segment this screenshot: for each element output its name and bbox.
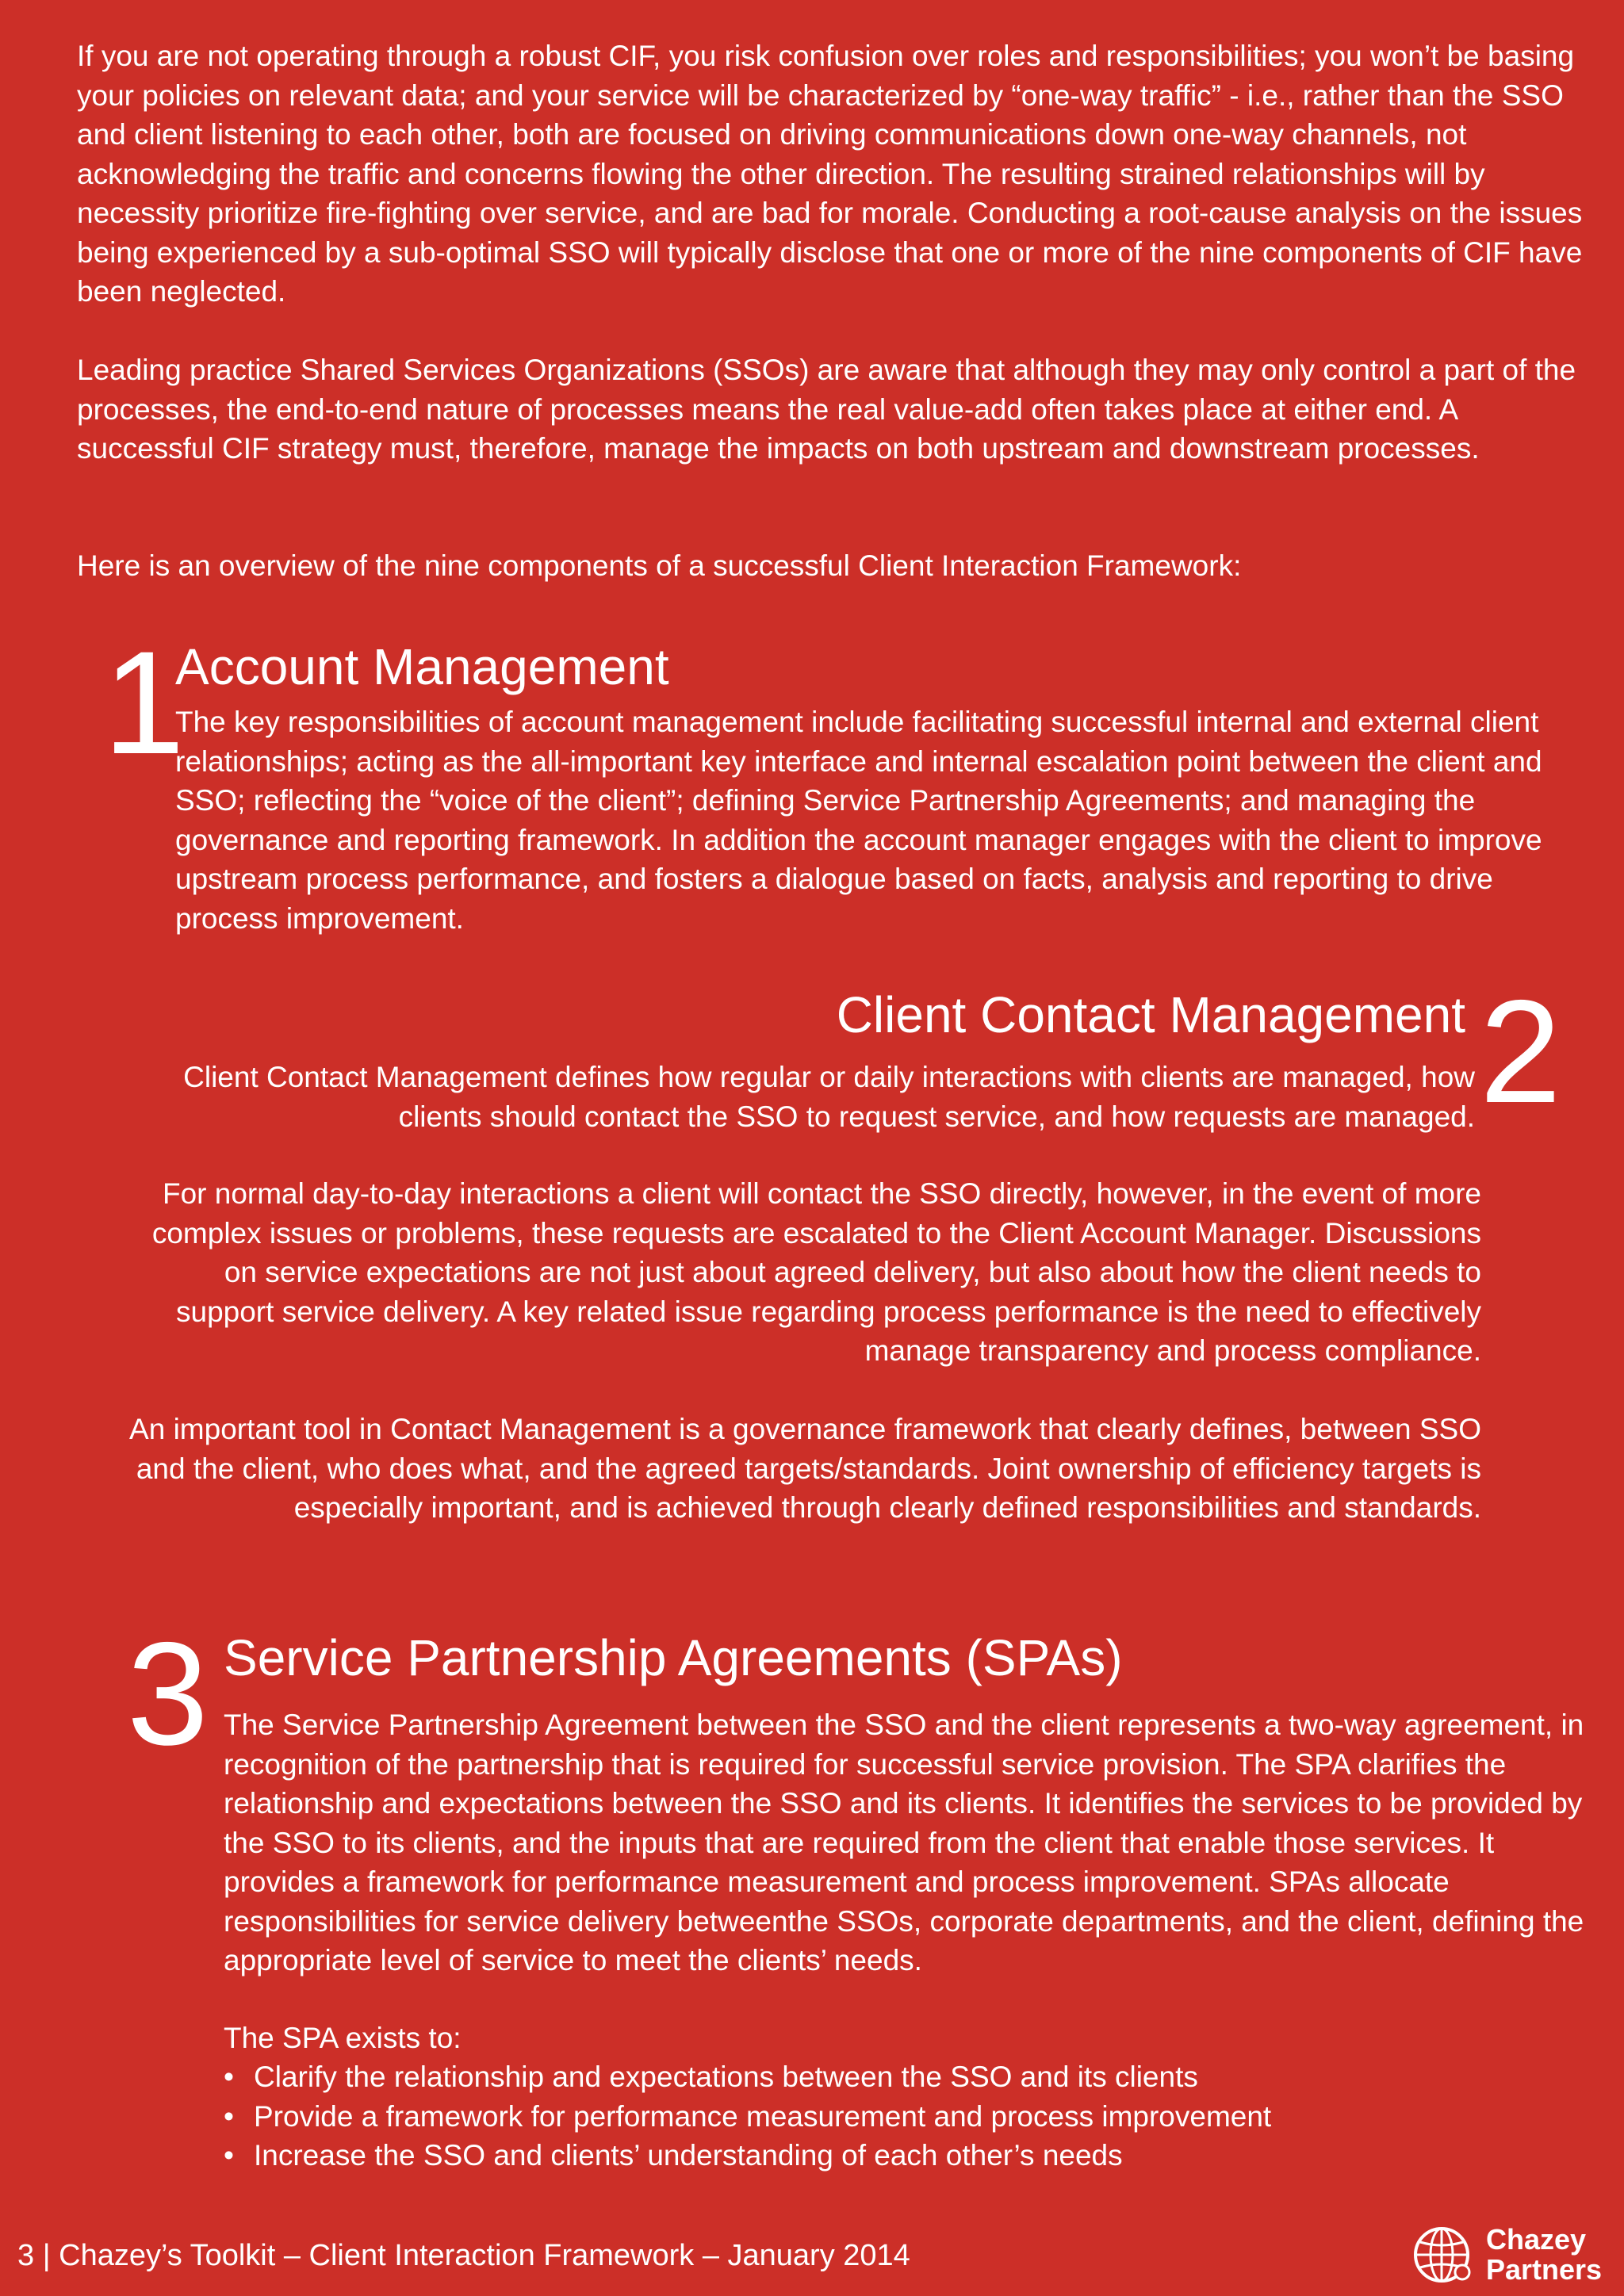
intro-paragraph-3: Here is an overview of the nine components of a successful Client Interaction Framework:	[77, 549, 1242, 582]
logo-line-2: Partners	[1486, 2253, 1603, 2286]
section-title: Client Contact Management	[836, 986, 1465, 1043]
logo-line-1: Chazey	[1486, 2223, 1587, 2256]
company-logo	[1411, 2223, 1602, 2286]
section-number: 1	[103, 622, 185, 785]
section-number: 2	[1480, 970, 1561, 1134]
section-paragraph-1: Client Contact Management defines how regular or daily interactions with clients are managed, how clients should contact the SSO to request service, and how requests are managed.	[183, 1061, 1475, 1133]
section-body: The Service Partnership Agreement between the SSO and the client represents a two-way agreement, in recognition of the partnership that is required for successful service provision. The SPA clarifies the relationship and expectations between the SSO and its clients. It identifies the services to be provided by the SSO to its clients, and the inputs that are required from the client that enable those services. It provides a framework for performance measurement and process improvement. SPAs allocate responsibilities for service delivery betweenthe SSOs, corporate departments, and the client, defining the appropriate level of service to meet the clients’ needs.	[224, 1709, 1584, 1976]
intro-paragraph-2: Leading practice Shared Services Organizations (SSOs) are aware that although they may only control a part of the processes, the end-to-end nature of processes means the real value-add often takes place at either end. A successful CIF strategy must, therefore, manage the impacts on both upstream and downstream processes.	[77, 354, 1576, 465]
section-body: The key responsibilities of account management include facilitating successful internal and external client relationships; acting as the all-important key interface and internal escalation point between the client and SSO; reflecting the “voice of the client”; defining Service Partnership Agreements; and managing the governance and reporting framework. In addition the account manager engages with the client to improve upstream process performance, and fosters a dialogue based on facts, analysis and reporting to drive process improvement.	[175, 706, 1542, 935]
section-number: 3	[127, 1613, 209, 1776]
section-paragraph-3: An important tool in Contact Management is a governance framework that clearly defines, between SSO and the client, who does what, and the agreed targets/standards. Joint ownership of efficiency targets is especially important, and is achieved through clearly defined responsibilities and standards.	[129, 1413, 1481, 1524]
section-title: Service Partnership Agreements (SPAs)	[224, 1629, 1123, 1686]
globe-icon	[1411, 2223, 1475, 2286]
list-item: • Provide a framework for performance measurement and process improvement	[224, 2097, 1572, 2137]
intro-paragraph-1: If you are not operating through a robust CIF, you risk confusion over roles and responsibilities; you won’t be basing your policies on relevant data; and your service will be characterized by “one-way traffic” - i.e., rather than the SSO and client listening to each other, both are focused on driving communications down one-way channels, not acknowledging the traffic and concerns flowing the other direction. The resulting strained relationships will by necessity prioritize fire-fighting over service, and are bad for morale. Conducting a root-cause analysis on the issues being experienced by a sub-optimal SSO will typically disclose that one or more of the nine components of CIF have been neglected.	[77, 40, 1583, 308]
section-title: Account Management	[175, 638, 669, 695]
list-item: • Increase the SSO and clients’ understanding of each other’s needs	[224, 2136, 1572, 2175]
list-item: • Clarify the relationship and expectations between the SSO and its clients	[224, 2057, 1572, 2097]
spa-bullet-list	[224, 2057, 1572, 2175]
spa-exists-label: The SPA exists to:	[224, 2022, 462, 2054]
logo-wordmark	[1486, 2225, 1602, 2285]
section-paragraph-2: For normal day-to-day interactions a client will contact the SSO directly, however, in the event of more complex issues or problems, these requests are escalated to the Client Account Manager. Discussions on service expectations are not just about agreed delivery, but also about how the client needs to support service delivery. A key related issue regarding process performance is the need to effectively manage transparency and process compliance.	[151, 1177, 1481, 1367]
footer-text: 3 | Chazey’s Toolkit – Client Interaction Framework – January 2014	[17, 2239, 910, 2272]
